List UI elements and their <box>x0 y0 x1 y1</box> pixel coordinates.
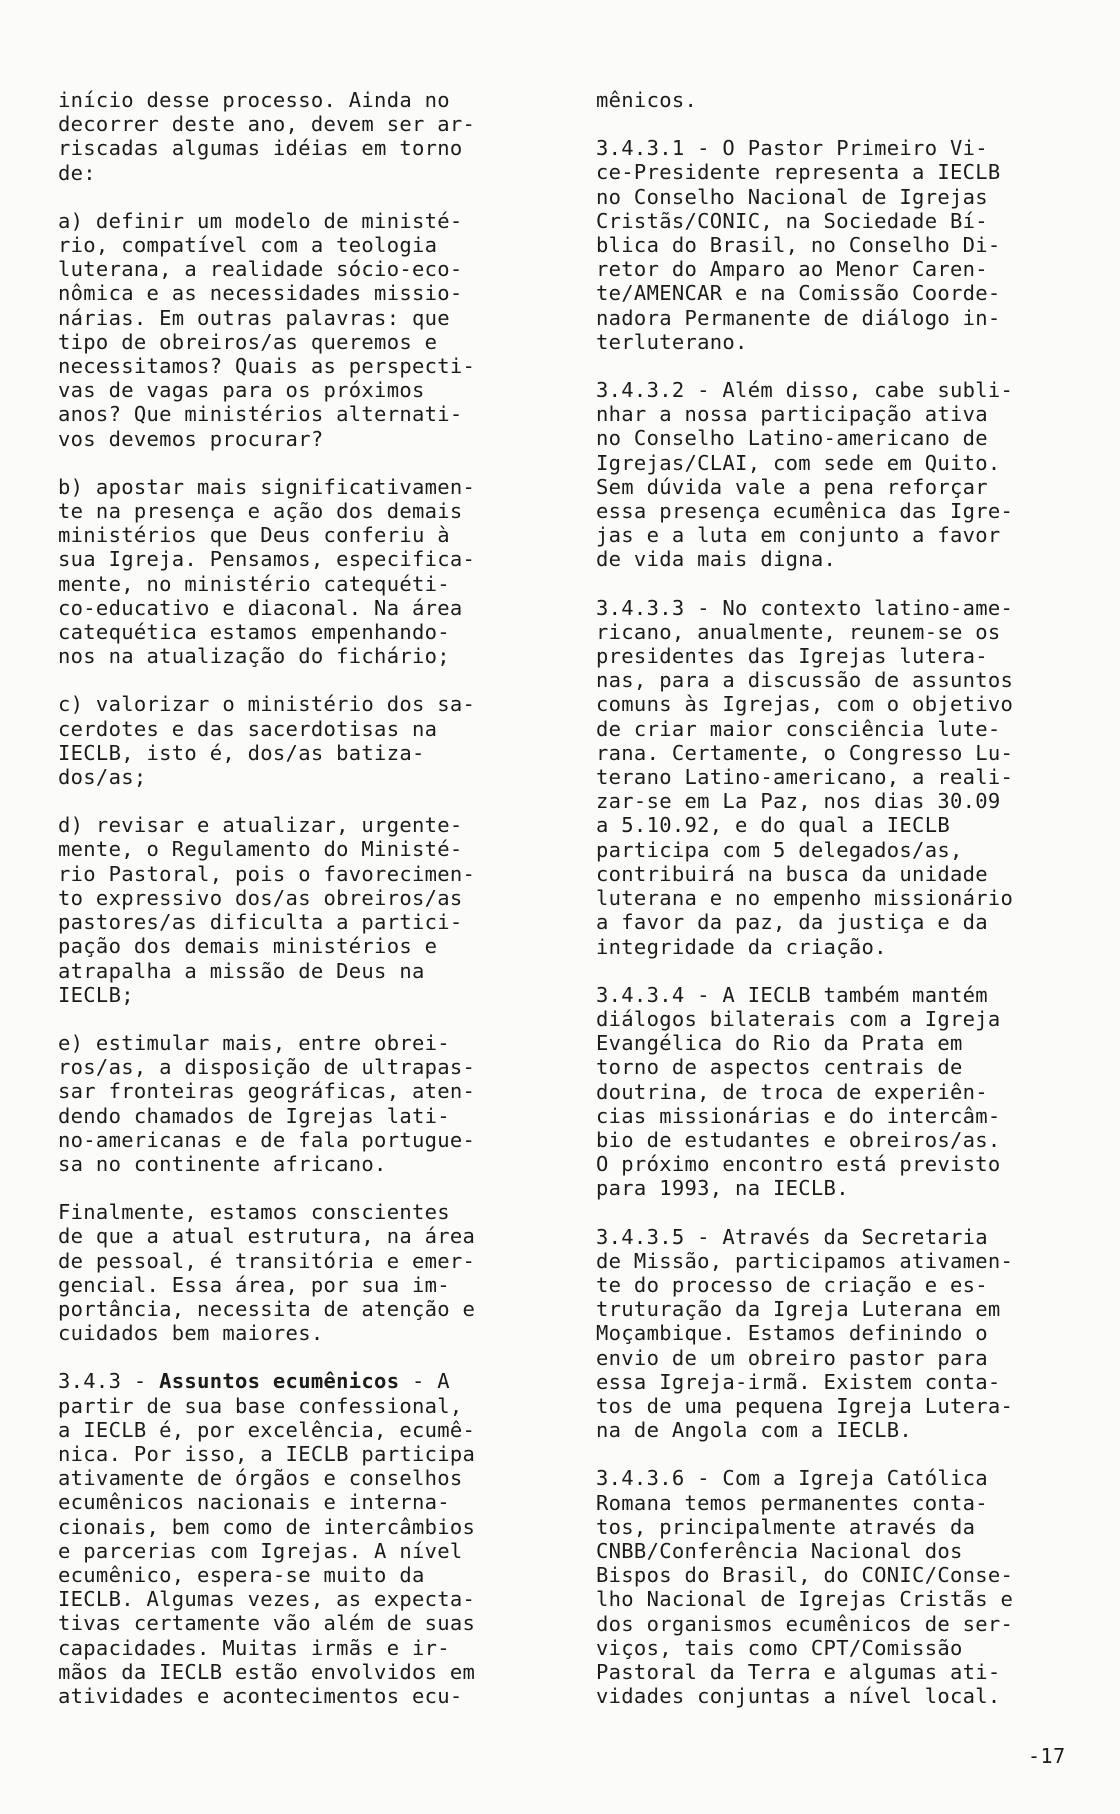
paragraph-finalmente: Finalmente, estamos conscientes de que a atual estrutura, na área de pessoal, é transitória e emer- gencial. Essa área, por sua im- portância, necessita de atenção e cuidados bem maiores. <box>58 1200 476 1346</box>
paragraph-3-4-3-6: 3.4.3.6 - Com a Igreja Católica Romana temos permanentes conta- tos, principalmente através da CNBB/Conferência Nacional dos Bispos do Brasil, do CONIC/Conse- lho Nacional de Igrejas Cristãs e dos organismos ecumênicos de ser- viços, tais como CPT/Comissão Pastoral da Terra e algumas ati- vidades conjuntas a nível local. <box>596 1466 1014 1709</box>
paragraph-item-b: b) apostar mais significativamen- te na presença e ação dos demais ministérios que Deus conferiu à sua Igreja. Pensamos, especifica- mente, no ministério catequéti- co-educativo e diaconal. Na área catequética estamos empenhando- nos na atualização do fichário; <box>58 474 476 669</box>
paragraph-item-c: c) valorizar o ministério dos sa- cerdotes e das sacerdotisas na IECLB, isto é, dos/as batiza- dos/as; <box>58 692 476 790</box>
paragraph-3-4-3-5: 3.4.3.5 - Através da Secretaria de Missão, participamos ativamen- te do processo de criação e es- truturação da Igreja Luterana em Moçambique. Estamos definindo o envio de um obreiro pastor para essa Igreja-irmã. Existem conta- tos de uma pequena Igreja Lutera- na de Angola com a IECLB. <box>596 1224 1014 1443</box>
left-column <box>58 88 540 1708</box>
section-body: - A partir de sua base confessional, a IECLB é, por excelência, ecumê- nica. Por isso, a IECLB participa ativamente de órgãos e conselhos ecumênicos nacionais e interna- cionais, bem como de intercâmbios e parcerias com Igrejas. A nível ecumênico, espera-se muito da IECLB. Algumas vezes, as expecta- tivas certamente vão além de suas capacidades. Muitas irmãs e ir- mãos da IECLB estão envolvidos em atividades e acontecimentos ecu- <box>58 1369 476 1708</box>
paragraph-3-4-3-2: 3.4.3.2 - Além disso, cabe subli- nhar a nossa participação ativa no Conselho Latino-americano de Igrejas/CLAI, com sede em Quito. Sem dúvida vale a pena reforçar essa presença ecumênica das Igre- jas e a luta em conjunto a favor de vida mais digna. <box>596 378 1014 572</box>
section-heading: Assuntos ecumênicos <box>159 1369 400 1394</box>
paragraph-3-4-3-1: 3.4.3.1 - O Pastor Primeiro Vi- ce-Presidente representa a IECLB no Conselho Nacional de Igrejas Cristãs/CONIC, na Sociedade Bí- blica do Brasil, no Conselho Di- retor do Amparo ao Menor Caren- te/AMENCAR e na Comissão Coorde- nadora Permanente de diálogo in- terluterano. <box>596 136 1001 354</box>
section-number: 3.4.3 - <box>58 1369 160 1394</box>
paragraph-3-4-3-4: 3.4.3.4 - A IECLB também mantém diálogos bilaterais com a Igreja Evangélica do Rio da Prata em torno de aspectos centrais de doutrina, de troca de experiên- cias missionárias e do intercâm- bio de estudantes e obreiros/as. O próximo encontro está previsto para 1993, na IECLB. <box>596 982 1001 1201</box>
paragraph-intro: início desse processo. Ainda no decorrer deste ano, devem ser ar- riscadas algumas idéias em torno de: <box>58 88 476 185</box>
paragraph-continuation: mênicos. <box>596 88 698 112</box>
section-ecumenical-affairs <box>58 1369 540 1708</box>
paragraph-item-e: e) estimular mais, entre obrei- ros/as, a disposição de ultrapas- sar fronteiras geográficas, aten- dendo chamados de Igrejas lati- no-americanas e de fala portugue- sa no continente africano. <box>58 1030 476 1176</box>
page-number: -17 <box>1028 1744 1066 1768</box>
right-column <box>596 88 1082 1708</box>
paragraph-3-4-3-3: 3.4.3.3 - No contexto latino-ame- ricano, anualmente, reunem-se os presidentes das Igrejas lutera- nas, para a discussão de assuntos comuns às Igrejas, com o objetivo de criar maior consciência lute- rana. Certamente, o Congresso Lu- terano Latino-americano, a reali- zar-se em La Paz, nos dias 30.09 a 5.10.92, e do qual a IECLB participa com 5 delegados/as, contribuirá na busca da unidade luterana e no empenho missionário a favor da paz, da justiça e da integridade da criação. <box>596 595 1014 959</box>
paragraph-item-a: a) definir um modelo de ministé- rio, compatível com a teologia luterana, a realidade sócio-eco- nômica e as necessidades missio- nárias. Em outras palavras: que tipo de obreiros/as queremos e necessitamos? Quais as perspecti- vas de vagas para os próximos anos? Que ministérios alternati- vos devemos procurar? <box>58 208 476 451</box>
paragraph-item-d: d) revisar e atualizar, urgente- mente, o Regulamento do Ministé- rio Pastoral, pois o favorecimen- to expressivo dos/as obreiros/as pastores/as dificulta a partici- pação dos demais ministérios e atrapalha a missão de Deus na IECLB; <box>58 813 476 1007</box>
